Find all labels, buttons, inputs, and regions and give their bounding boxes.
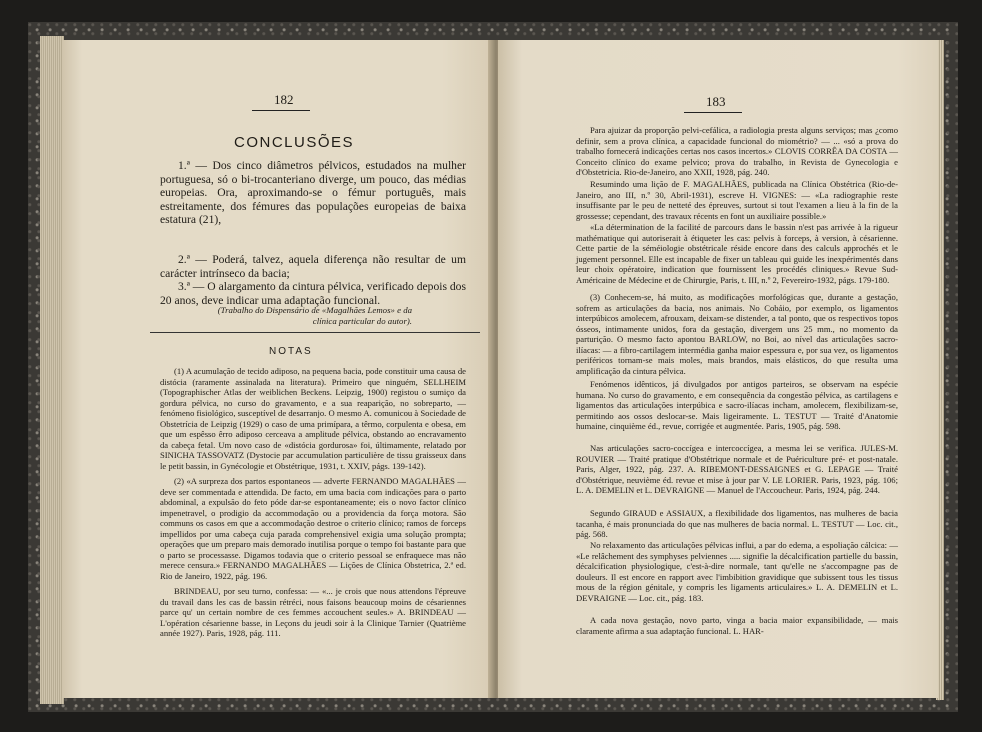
paragraph: Nas articulações sacro-coccígea e intercoccígea, a mesma lei se verifica. JULES-M. ROUVIER — Traité pratique d'Obstétrique normale et de Puériculture pré- et post-natale. Paris, Alger, 1922, pág. 237. A. RIBEMONT-DESSAIGNES et G. LEPAGE — Traité d'Obstétrique, neuvième éd. revue et mise à jour par V. LE LORIER. Paris, 1923, pág. 106; L. A. DEMELIN et L. DEVRAIGNE — Manuel de l'Accoucheur. Paris, 1924, pág. 244. [576,443,898,496]
notes-heading: NOTAS [269,346,313,357]
note-1: (1) A acumulação de tecido adiposo, na pequena bacia, pode constituir uma causa de distócia (raramente assinalada na literatura). Primeiro que ninguém, SELLHEIM (Topographischer Atlas der weiblichen Beckens. Leipzig, 1900) registou o sumiço da gordura pélvica, no curso do gravamento, e a sua reaparição, no sobreparto, — fenómeno fisiológico, susceptível de desarranjo. O mesmo A. comunicou à Sociedade de Obstetrícia de Leipzig (1929) o caso de uma primípara, a têrmo, corpulenta e obesa, em que um espêsso êrro adiposo cerceava a amplitude pélvica, obstando ao encravamento da cabeça fetal. Um novo caso de «distócia gordurosa» foi, últimamente, relatado por SINICHA TASSOVATZ (Dystocie par accumulation particulière de tissu graisseux dans le petit bassin, in Gynécologie et Obstétrique, 1931, t. XXIV, págs. 139-142). [160,366,466,471]
conclusion-3: 3.ª — O alargamento da cintura pélvica, verificado depois dos 20 anos, deve indicar uma adaptação funcional. [160,280,466,307]
paragraph: Para ajuizar da proporção pelvi-cefálica, a radiologia presta alguns serviços; mas ¿como definir, sem a prova clínica, a capacidade funcional do miométrio? — ... «só a prova do trabalho fornecerá indicações certas nos casos incertos.» CLOVIS CORRÊA DA COSTA — Conceito clínico do exame pelvico; prova do trabalho, in Revista de Gynecologia e d'Obstetricia. Rio-de-Janeiro, ano XXII, 1928, pág. 240. [576,125,898,178]
page-number: 183 [706,94,726,109]
conclusion-1: 1.ª — Dos cinco diâmetros pélvicos, estudados na mulher portuguesa, só o bi-trocanteriano diverge, um pouco, das médias europeias. Ora, aproximando-se o fémur português, mais estreitamente, dos fémures das populações europeias de baixa estatura (21), [160,159,466,226]
page-number: 182 [274,92,294,107]
note-3: (3) Conhecem-se, há muito, as modificações morfológicas que, durante a gestação, sofrem as articulações da bacia, nos animais. No Cobáio, por exemplo, os ligamentos interpúbicos amolecem, afrouxam, deixam-se distender, a tal ponto, que os respectivos topos ósseos, intimamente unidos, fora da gestação, divergem uns 25 mm., no momento da parturição. O mesmo facto apontou BARLOW, no Boi, ao nível das articulações sacro-ilíacas: — a fibro-cartilagem intermédia ganha maior espessura e, por sua vez, os ligamentos periféricos tornam-se mais moles, mais brandos, mais elásticos, do que resulta uma amplificação da cintura pélvica. [576,292,898,376]
right-page [498,40,938,698]
page-edges-left [40,36,64,704]
paragraph: Segundo GIRAUD e ASSIAUX, a flexibilidade dos ligamentos, nas mulheres de bacia tacanha, é mais pronunciada do que nas mulheres de bacia normal. L. TESTUT — Loc. cit., pág. 568. [576,508,898,540]
paragraph: A cada nova gestação, novo parto, vinga a bacia maior expansibilidade, — mais claramente afirma a sua adaptação funcional. L. HAR- [576,615,898,636]
page-number-rule [252,110,310,111]
paragraph: Fenómenos idênticos, já divulgados por antigos parteiros, se observam na espécie humana. No curso do gravamento, e em consequência da congestão pélvica, as cartilagens e ligamentos das articulações interpúbica e sacro-ilíacas incham, amolecem, flexibilizam-se, permitindo aos ossos deslocar-se. Mais ligeiramente. L. TESTUT — Traité d'Anatomie humaine, cinquième éd., revue, corrigée et augmentée. Paris, 1905, pág. 598. [576,379,898,432]
attribution: (Trabalho do Dispensário de «Magalhães Lemos» e da clínica particular do autor). [217,305,412,326]
conclusion-2: 2.ª — Poderá, talvez, aquela diferença não resultar de um carácter intrínseco da bacia; [160,253,466,280]
conclusions-heading: CONCLUSÕES [234,134,355,151]
note-3: BRINDEAU, por seu turno, confessa: — «... je crois que nous attendons l'épreuve du travail dans les cas de bassin rétréci, nous faisons beaucoup moins de césariennes parce qu' un certain nombre de ces femmes accouchent seules.» A. BRINDEAU — L'opération césarienne basse, in Leçons du jeudi soir à la Clinique Tarnier (Quatrième année 1927). Paris, 1928, pág. 111. [160,586,466,639]
paragraph: «La détermination de la facilité de parcours dans le bassin n'est pas arrivée à la rigueur mathématique qui autoriserait à étiqueter les cas: pelvis à forceps, à version, à césarienne. Cette partie de la séméiologie obstétricale réside encore dans des calculs approchés et le jugement personnel. Elle est incapable de fixer un tableau qui guide les inexpérimentés dans leur choix opératoire, indication que fournissent les procédés cliniques.» Revue Sud-Américaine de Médecine et de Chirurgie, Paris, t. III, n.º 2, Fevereiro-1932, págs. 179-180. [576,222,898,285]
page-number-rule [684,112,742,113]
left-page [62,40,494,698]
note-2: (2) «A surpreza dos partos espontaneos — adverte FERNANDO MAGALHÃES — deve ser commentada e attendida. De facto, em uma bacia com indicações para o parto abdominal, a expulsão do feto póde dar-se espontaneamente; eis o novo factor clínico impenetravel, o prodigio da accommodação ou a providencia da força motora. São communs os casos em que a accommodação destroe o criterio clínico; ramos de forceps impellidos por uma cabeça cuja parada comprehensivel exigia uma solução prompta; operações que um preparo mais demorado inutilisa porque o tempo foi bastante para que o parto se processasse. Digamos todavia que o criterio pessoal se enfraquece mas não merece censura.» FERNANDO MAGALHÃES — Lições de Clínica Obstetrica, 2.ª ed. Rio de Janeiro, 1922, pág. 196. [160,476,466,581]
paragraph: Resumindo uma lição de F. MAGALHÃES, publicada na Clínica Obstétrica (Rio-de-Janeiro, ano III, n.º 30, Abril-1931), escreve H. VIGNES: — «La radiographie reste insuffisante par le peu de netteté des épreuves, surtout si tout l'examen a lieu à la fin de la grossesse; cependant, des travaux récents en font un auxiliaire possible.» [576,179,898,221]
paragraph: No relaxamento das articulações pélvicas influi, a par do edema, a espoliação cálcica: — «Le relâchement des symphyses pelviennes ..... signifie la décalcification partielle du bassin, décalcification physiologique, c'est-à-dire normale, tant qu'elle ne s'accompagne pas de douleurs. Il est encore en rapport avec l'imbibition gravidique que subissent tous les tissus mous de la région génitale, y compris les ligaments articulaires.» L. A. DEMELIN et L. DEVRAIGNE — Loc. cit., pág. 183. [576,540,898,603]
section-rule [150,332,480,333]
